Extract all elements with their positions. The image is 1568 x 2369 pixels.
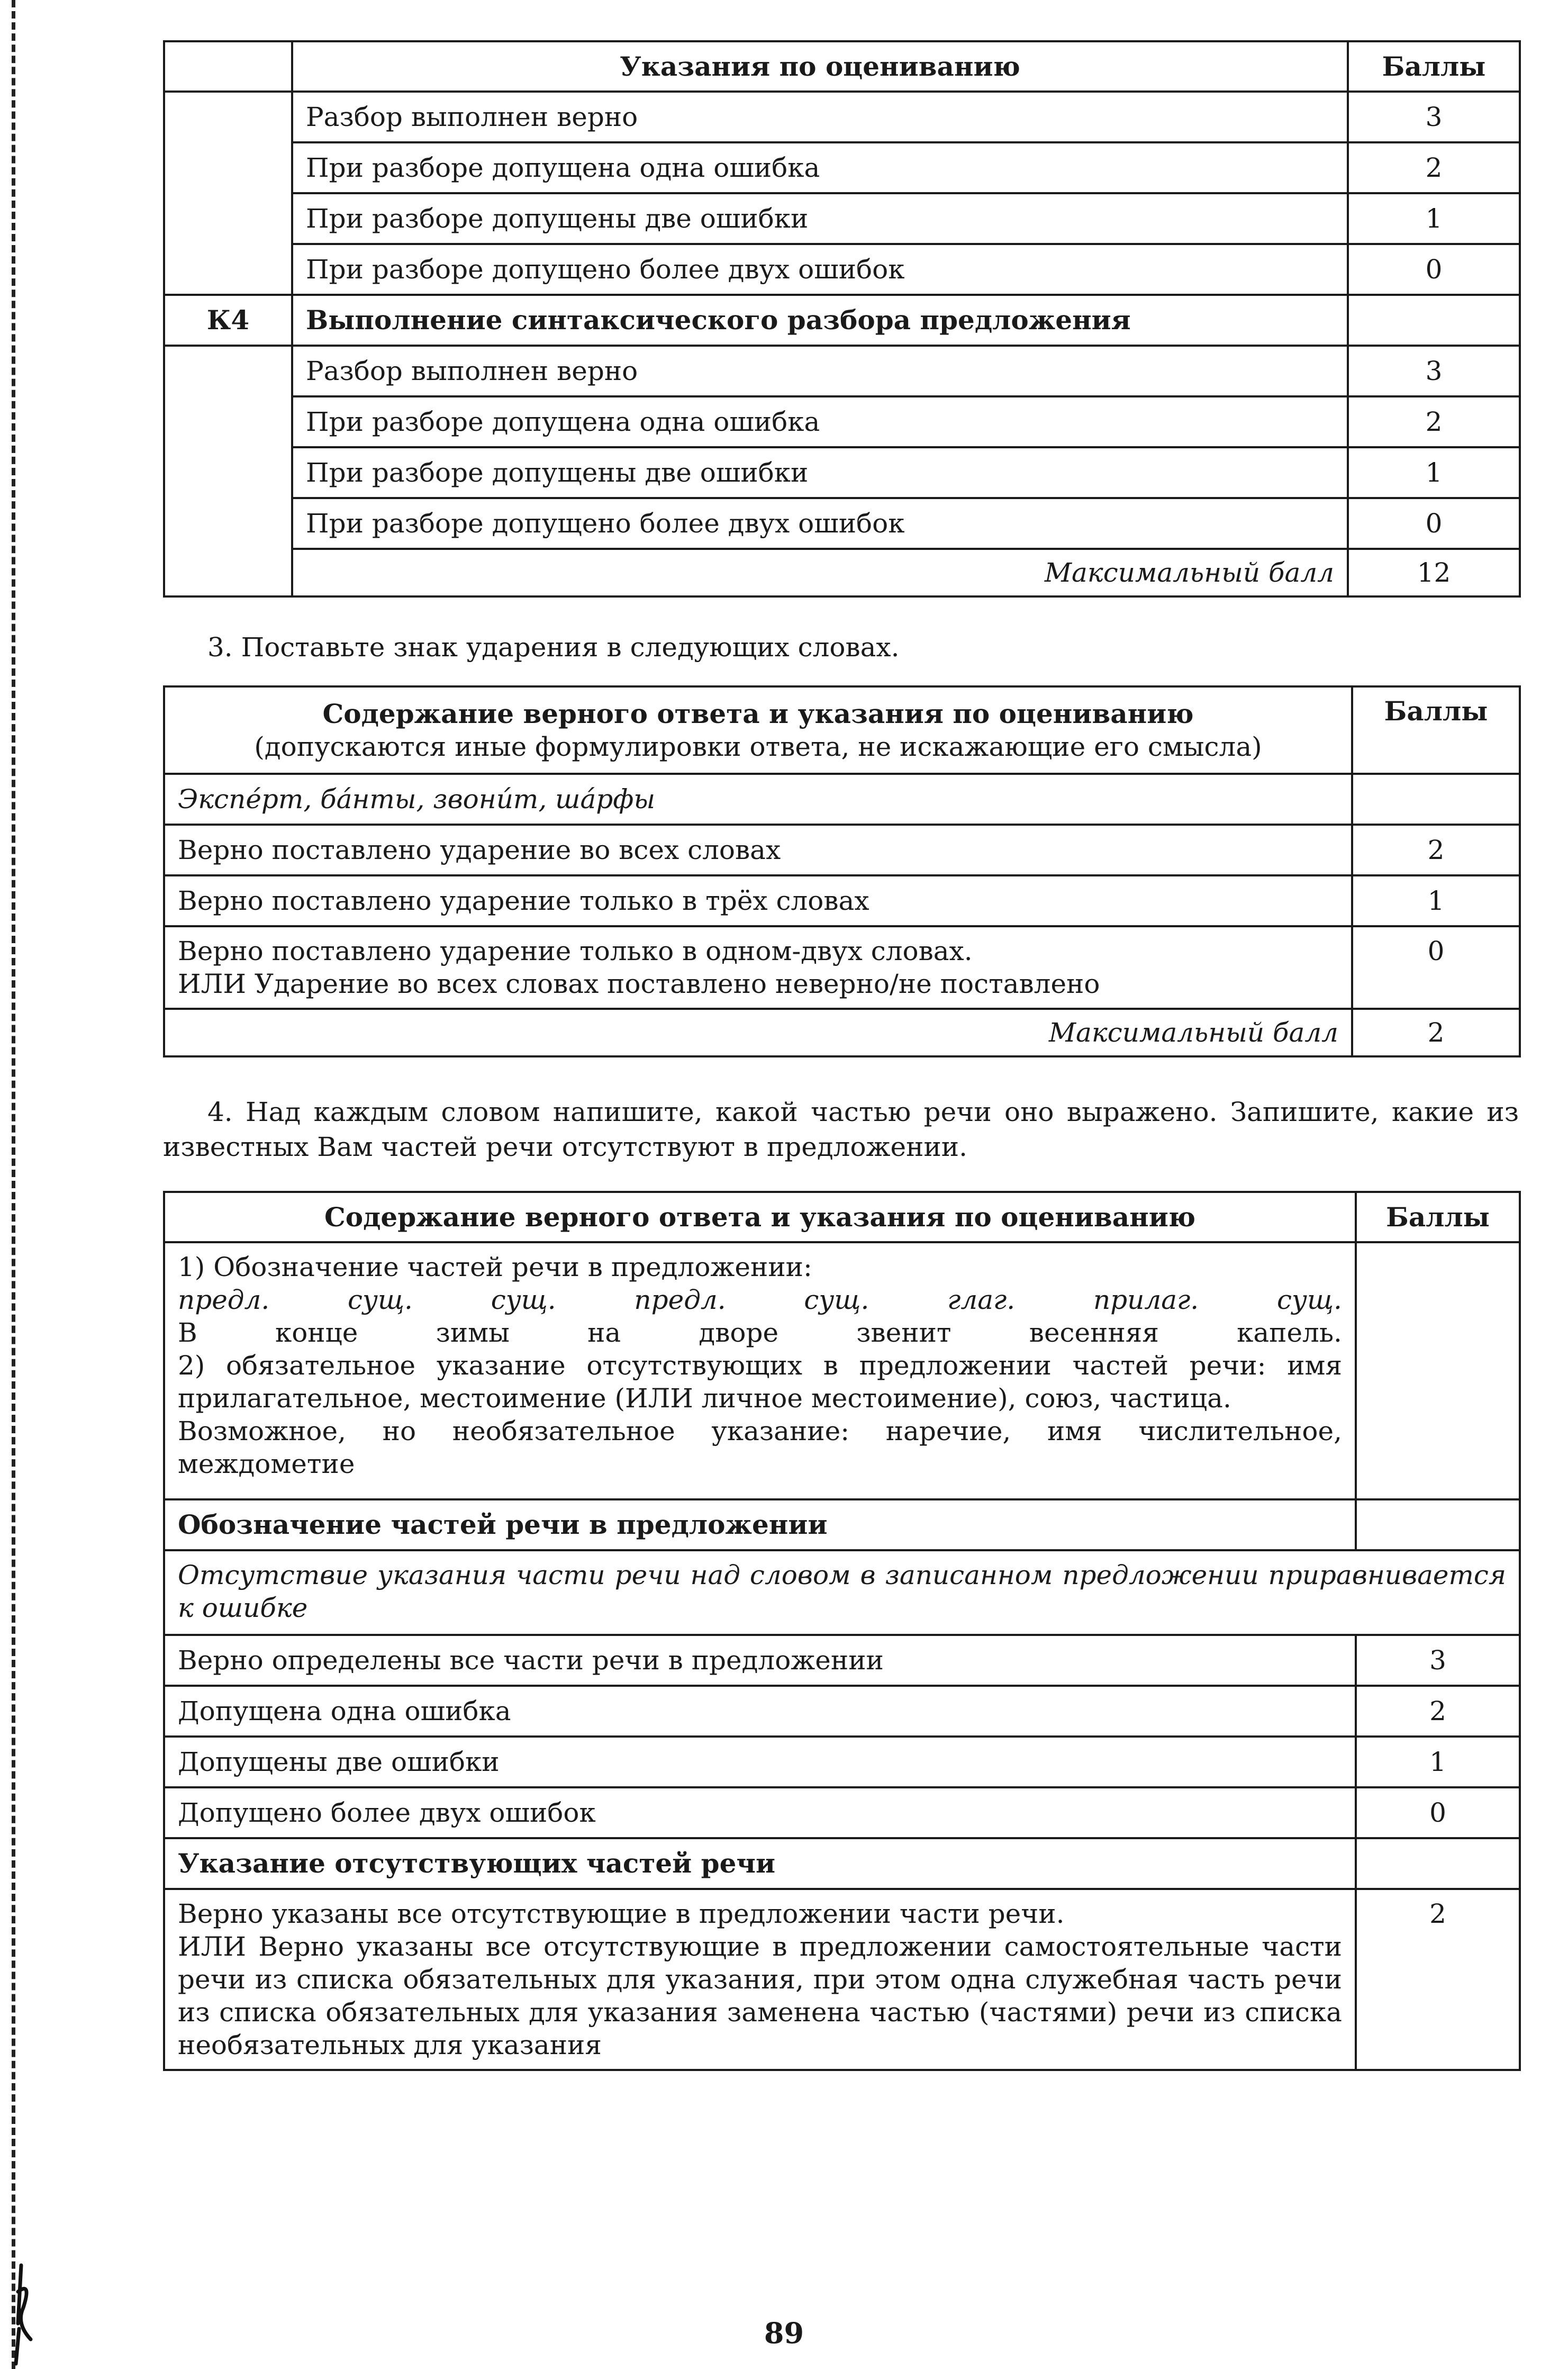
k4-code: К4 bbox=[164, 295, 292, 346]
criterion-text: Допущена одна ошибка bbox=[164, 1686, 1356, 1737]
sentence-word: конце bbox=[275, 1317, 358, 1348]
header-points: Баллы bbox=[1348, 41, 1520, 92]
sentence-row bbox=[178, 1316, 1342, 1349]
k4-title: Выполнение синтаксического разбора предложения bbox=[292, 295, 1348, 346]
pos-label: глаг. bbox=[947, 1285, 1016, 1315]
criterion-points: 1 bbox=[1352, 875, 1520, 926]
header-empty bbox=[164, 41, 292, 92]
table-criteria-k3-k4 bbox=[163, 40, 1521, 598]
k3-code-cell bbox=[164, 92, 292, 295]
task3-header bbox=[164, 686, 1352, 774]
table-task4 bbox=[163, 1191, 1521, 2071]
criterion-points: 2 bbox=[1356, 1686, 1520, 1737]
criterion-line: Верно указаны все отсутствующие в предложении части речи. bbox=[178, 1898, 1065, 1929]
criterion-points: 2 bbox=[1352, 825, 1520, 875]
pos-label: сущ. bbox=[491, 1285, 556, 1315]
criterion-points: 2 bbox=[1348, 396, 1520, 447]
criterion-text: Верно поставлено ударение только в трёх словах bbox=[164, 875, 1352, 926]
criterion-text: При разборе допущены две ошибки bbox=[292, 447, 1348, 498]
criterion-points: 1 bbox=[1348, 447, 1520, 498]
max-score-value: 2 bbox=[1352, 1009, 1520, 1056]
pos-label: прилаг. bbox=[1093, 1285, 1199, 1315]
sentence-word: дворе bbox=[699, 1317, 779, 1348]
criterion-text bbox=[164, 1889, 1356, 2070]
criterion-line: ИЛИ Ударение во всех словах поставлено неверно/не поставлено bbox=[178, 969, 1100, 999]
page-number: 89 bbox=[764, 2316, 804, 2350]
answer-optional: Возможное, но необязательное указание: наречие, имя числительное, междометие bbox=[178, 1416, 1342, 1479]
criterion-text bbox=[164, 926, 1352, 1009]
sentence-word: В bbox=[178, 1317, 197, 1348]
task3-header-points: Баллы bbox=[1352, 686, 1520, 774]
criterion-points: 3 bbox=[1356, 1635, 1520, 1686]
criterion-text: Допущены две ошибки bbox=[164, 1737, 1356, 1787]
pos-label: предл. bbox=[634, 1285, 726, 1315]
task4-prompt: 4. Над каждым словом напишите, какой частью речи оно выражено. Запишите, какие из известных Вам частей речи отсутствуют в предложении. bbox=[163, 1097, 1519, 1162]
table-task3 bbox=[163, 685, 1521, 1057]
max-score-value: 12 bbox=[1348, 549, 1520, 596]
task3-header-subtitle: (допускаются иные формулировки ответа, не искажающие его смысла) bbox=[254, 731, 1262, 762]
criterion-text: При разборе допущена одна ошибка bbox=[292, 142, 1348, 193]
header-instructions: Указания по оцениванию bbox=[292, 41, 1348, 92]
pos-label: сущ. bbox=[1276, 1285, 1342, 1315]
k4-code-cell bbox=[164, 346, 292, 596]
section-points-empty bbox=[1356, 1499, 1520, 1550]
task4-answer bbox=[164, 1242, 1356, 1499]
criterion-text: При разборе допущено более двух ошибок bbox=[292, 244, 1348, 295]
task3-header-title: Содержание верного ответа и указания по оцениванию bbox=[322, 698, 1194, 729]
criterion-text: Разбор выполнен верно bbox=[292, 346, 1348, 396]
k4-points-empty bbox=[1348, 295, 1520, 346]
sentence-word: звенит bbox=[856, 1317, 951, 1348]
task4-header-title: Содержание верного ответа и указания по оцениванию bbox=[164, 1192, 1356, 1242]
criterion-points: 3 bbox=[1348, 92, 1520, 142]
criterion-points: 0 bbox=[1356, 1787, 1520, 1838]
cut-line bbox=[12, 0, 15, 2369]
pos-label: предл. bbox=[178, 1285, 270, 1315]
criterion-points: 0 bbox=[1348, 498, 1520, 549]
pos-labels-row bbox=[178, 1283, 1342, 1316]
criterion-points: 0 bbox=[1352, 926, 1520, 1009]
criterion-text: При разборе допущена одна ошибка bbox=[292, 396, 1348, 447]
task3-answer-points-empty bbox=[1352, 774, 1520, 825]
task4-header-points: Баллы bbox=[1356, 1192, 1520, 1242]
criterion-text: При разборе допущено более двух ошибок bbox=[292, 498, 1348, 549]
section-title: Обозначение частей речи в предложении bbox=[164, 1499, 1356, 1550]
criterion-line: ИЛИ Верно указаны все отсутствующие в предложении самостоятельные части речи из списка обязательных для указания, при этом одна служебная часть речи из списка обязательных для указания заменена частью (частями) речи из списка необязательных для указания bbox=[178, 1931, 1342, 2060]
sentence-word: капель. bbox=[1237, 1317, 1342, 1348]
answer-item1: 1) Обозначение частей речи в предложении: bbox=[178, 1252, 812, 1282]
criterion-points: 2 bbox=[1348, 142, 1520, 193]
criterion-text: Верно определены все части речи в предложении bbox=[164, 1635, 1356, 1686]
section-title: Указание отсутствующих частей речи bbox=[164, 1838, 1356, 1889]
criterion-text: Допущено более двух ошибок bbox=[164, 1787, 1356, 1838]
max-score-label: Максимальный балл bbox=[164, 1009, 1352, 1056]
task3-answer: Экспе́рт, ба́нты, звони́т, ша́рфы bbox=[164, 774, 1352, 825]
criterion-points: 1 bbox=[1356, 1737, 1520, 1787]
criterion-text: При разборе допущены две ошибки bbox=[292, 193, 1348, 244]
pos-label: сущ. bbox=[347, 1285, 413, 1315]
answer-item2: 2) обязательное указание отсутствующих в предложении частей речи: имя прилагательное, местоимение (ИЛИ личное местоимение), союз, частица. bbox=[178, 1350, 1342, 1414]
criterion-points: 0 bbox=[1348, 244, 1520, 295]
task4-note: Отсутствие указания части речи над словом в записанном предложении приравнивается к ошибке bbox=[164, 1550, 1520, 1635]
handwritten-mark bbox=[0, 2260, 42, 2369]
max-score-label: Максимальный балл bbox=[292, 549, 1348, 596]
section-points-empty bbox=[1356, 1838, 1520, 1889]
criterion-text: Верно поставлено ударение во всех словах bbox=[164, 825, 1352, 875]
criterion-points: 1 bbox=[1348, 193, 1520, 244]
sentence-word: на bbox=[587, 1317, 621, 1348]
sentence-word: зимы bbox=[436, 1317, 510, 1348]
task4-answer-points-empty bbox=[1356, 1242, 1520, 1499]
criterion-text: Разбор выполнен верно bbox=[292, 92, 1348, 142]
criterion-line: Верно поставлено ударение только в одном-двух словах. bbox=[178, 936, 973, 966]
pos-label: сущ. bbox=[804, 1285, 869, 1315]
task3-prompt: 3. Поставьте знак ударения в следующих словах. bbox=[207, 632, 900, 663]
sentence-word: весенняя bbox=[1029, 1317, 1159, 1348]
criterion-points: 3 bbox=[1348, 346, 1520, 396]
criterion-points: 2 bbox=[1356, 1889, 1520, 2070]
